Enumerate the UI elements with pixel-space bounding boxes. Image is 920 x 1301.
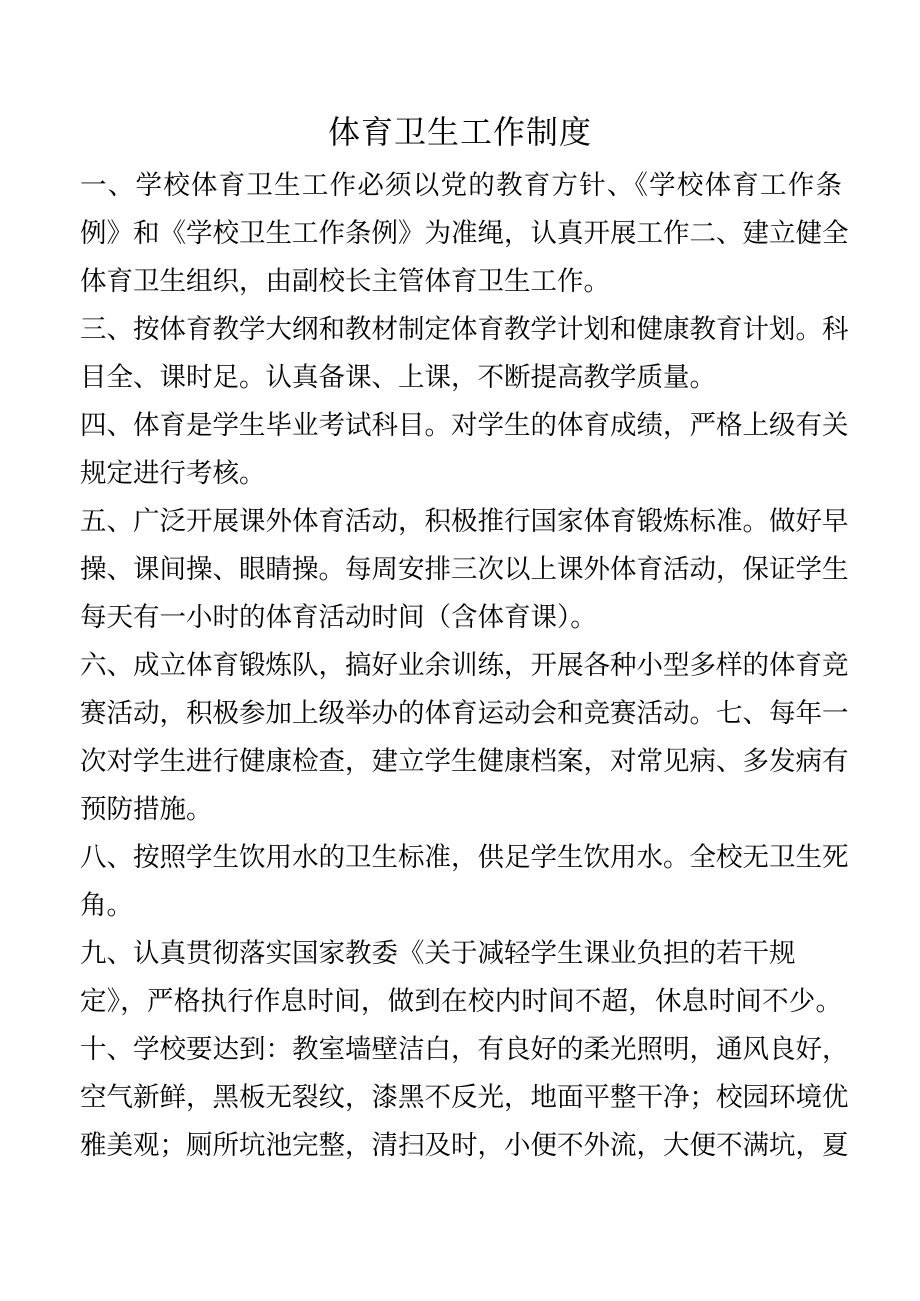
text-line-13: 次对学生进行健康检查，建立学生健康档案，对常见病、多发病有: [80, 746, 849, 777]
document-title: 体育卫生工作制度: [327, 113, 592, 151]
text-line-16: 角。: [80, 890, 133, 921]
text-line-2: 例》和《学校卫生工作条例》为准绳，认真开展工作二、建立健全: [80, 218, 849, 249]
text-line-10: 每天有一小时的体育活动时间（含体育课）。: [80, 602, 597, 633]
text-line-21: 雅美观；厕所坑池完整，清扫及时，小便不外流，大便不满坑，夏: [80, 1130, 849, 1161]
text-line-11: 六、成立体育锻炼队，搞好业余训练，开展各种小型多样的体育竞: [80, 650, 849, 681]
text-line-15: 八、按照学生饮用水的卫生标准，供足学生饮用水。全校无卫生死: [80, 842, 849, 873]
text-line-14: 预防措施。: [80, 794, 213, 825]
text-line-5: 目全、课时足。认真备课、上课，不断提高教学质量。: [80, 362, 716, 393]
text-line-20: 空气新鲜，黑板无裂纹，漆黑不反光，地面平整干净；校园环境优: [80, 1082, 849, 1113]
text-line-1: 一、学校体育卫生工作必须以党的教育方针、《学校体育工作条: [80, 170, 842, 201]
text-line-6: 四、体育是学生毕业考试科目。对学生的体育成绩，严格上级有关: [80, 410, 849, 441]
text-line-8: 五、广泛开展课外体育活动，积极推行国家体育锻炼标准。做好早: [80, 506, 849, 537]
text-line-17: 九、认真贯彻落实国家教委《关于减轻学生课业负担的若干规: [80, 938, 796, 969]
text-line-3: 体育卫生组织，由副校长主管体育卫生工作。: [80, 266, 610, 297]
text-line-18: 定》，严格执行作息时间，做到在校内时间不超，休息时间不少。: [80, 986, 842, 1017]
text-line-12: 赛活动，积极参加上级举办的体育运动会和竞赛活动。七、每年一: [80, 698, 849, 729]
text-line-19: 十、学校要达到：教室墙壁洁白，有良好的柔光照明，通风良好，: [80, 1034, 849, 1065]
text-line-7: 规定进行考核。: [80, 458, 266, 489]
text-line-4: 三、按体育教学大纲和教材制定体育教学计划和健康教育计划。科: [80, 314, 849, 345]
text-line-9: 操、课间操、眼睛操。每周安排三次以上课外体育活动，保证学生: [80, 554, 849, 585]
